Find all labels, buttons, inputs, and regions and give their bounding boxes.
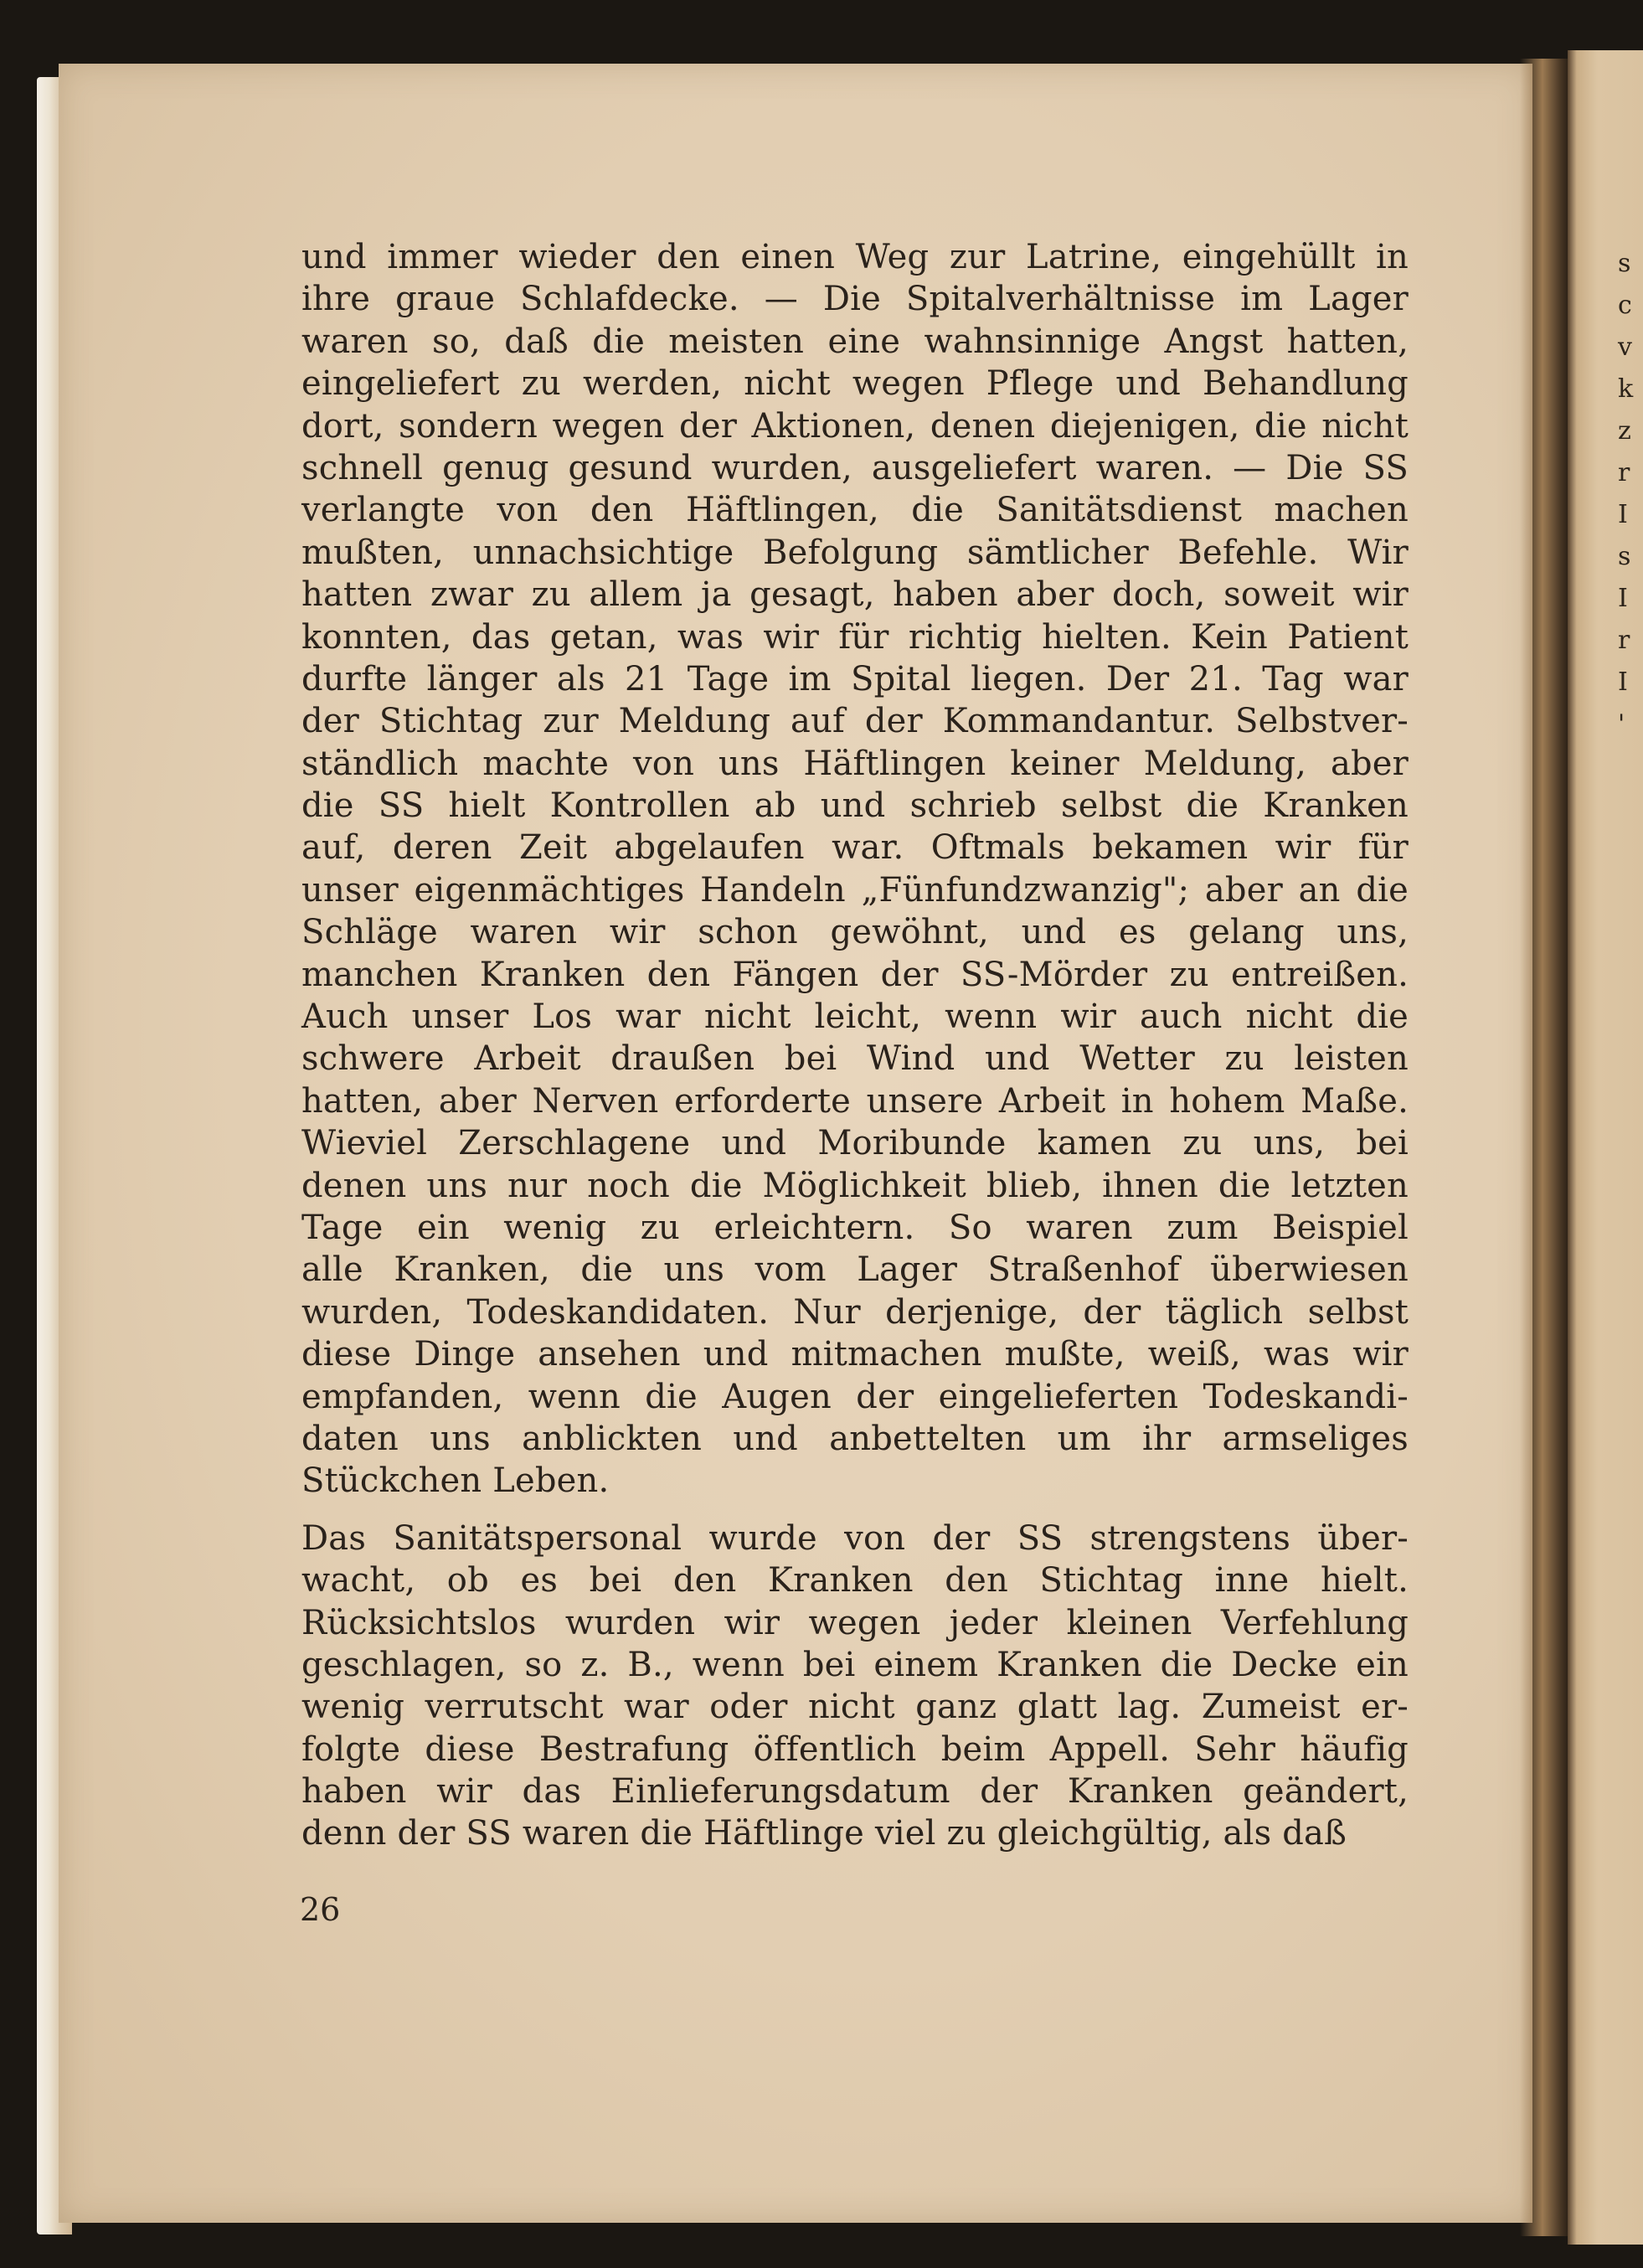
text-line: denen uns nur noch die Möglichkeit blieb, ihnen die letzten [301, 1166, 1409, 1205]
facing-page-glyph: ' [1618, 709, 1625, 739]
text-line: hatten zwar zu allem ja gesagt, haben aber doch, soweit wir [301, 575, 1409, 615]
facing-page-glyph: s [1618, 249, 1631, 278]
facing-page-glyph: I [1618, 584, 1628, 613]
text-line: der Stichtag zur Meldung auf der Kommandantur. Selbstver- [301, 702, 1409, 741]
text-line: verlangte von den Häftlingen, die Sanitätsdienst machen [301, 491, 1409, 530]
text-line: Das Sanitätspersonal wurde von der SS strengstens über- [301, 1518, 1409, 1558]
facing-page-glyph: k [1618, 374, 1634, 404]
text-line: schwere Arbeit draußen bei Wind und Wetter zu leisten [301, 1039, 1409, 1079]
text-line: empfanden, wenn die Augen der eingelieferten Todeskandi- [301, 1377, 1409, 1416]
facing-page-glyph: r [1618, 458, 1630, 487]
page-number: 26 [300, 1891, 341, 1928]
text-line: Wieviel Zerschlagene und Moribunde kamen zu uns, bei [301, 1124, 1409, 1163]
text-line: waren so, daß die meisten eine wahnsinnige Angst hatten, [301, 322, 1409, 361]
body-text [301, 236, 1409, 1855]
text-line: geschlagen, so z. B., wenn bei einem Kranken die Decke ein [301, 1645, 1409, 1684]
paragraph [301, 236, 1409, 1503]
text-line: hatten, aber Nerven erforderte unsere Arbeit in hohem Maße. [301, 1081, 1409, 1121]
facing-page-glyph: I [1618, 500, 1628, 529]
text-line: wenig verrutscht war oder nicht ganz glatt lag. Zumeist er- [301, 1688, 1409, 1727]
text-line: haben wir das Einlieferungsdatum der Kranken geändert, [301, 1772, 1409, 1812]
text-line: die SS hielt Kontrollen ab und schrieb selbst die Kranken [301, 786, 1409, 826]
text-line: konnten, das getan, was wir für richtig hielten. Kein Patient [301, 617, 1409, 657]
text-line: unser eigenmächtiges Handeln „Fünfundzwanzig"; aber an die [301, 870, 1409, 910]
text-line: denn der SS waren die Häftlinge viel zu gleichgültig, als daß [301, 1814, 1347, 1853]
facing-page-glyph: z [1618, 416, 1631, 446]
text-line: dort, sondern wegen der Aktionen, denen diejenigen, die nicht [301, 406, 1409, 446]
text-line: manchen Kranken den Fängen der SS-Mörder zu entreißen. [301, 955, 1409, 994]
facing-page-glyph: s [1618, 542, 1631, 571]
facing-page-glyph: I [1618, 668, 1628, 697]
text-line: ihre graue Schlafdecke. — Die Spitalverhältnisse im Lager [301, 280, 1409, 319]
text-line: wurden, Todeskandidaten. Nur derjenige, der täglich selbst [301, 1292, 1409, 1332]
text-line: daten uns anblickten und anbettelten um ihr armseliges [301, 1419, 1409, 1458]
facing-page-letters [1618, 243, 1635, 745]
facing-page-glyph: c [1618, 291, 1632, 320]
text-line: schnell genug gesund wurden, ausgeliefert waren. — Die SS [301, 448, 1409, 487]
facing-page-glyph: r [1618, 626, 1630, 655]
text-line: durfte länger als 21 Tage im Spital liegen. Der 21. Tag war [301, 659, 1409, 698]
text-line: Stückchen Leben. [301, 1461, 610, 1501]
text-line: alle Kranken, die uns vom Lager Straßenhof überwiesen [301, 1250, 1409, 1290]
text-line: folgte diese Bestrafung öffentlich beim Appell. Sehr häufig [301, 1729, 1409, 1769]
text-line: Auch unser Los war nicht leicht, wenn wir auch nicht die [301, 997, 1409, 1037]
paragraph [301, 1518, 1409, 1855]
text-line: diese Dinge ansehen und mitmachen mußte, weiß, was wir [301, 1335, 1409, 1374]
text-line: Rücksichtslos wurden wir wegen jeder kleinen Verfehlung [301, 1603, 1409, 1642]
text-line: eingeliefert zu werden, nicht wegen Pflege und Behandlung [301, 364, 1409, 404]
text-line: Tage ein wenig zu erleichtern. So waren zum Beispiel [301, 1208, 1409, 1247]
text-line: auf, deren Zeit abgelaufen war. Oftmals bekamen wir für [301, 828, 1409, 868]
facing-page-glyph: v [1618, 332, 1632, 362]
book-gutter-shadow [1520, 59, 1570, 2236]
text-line: Schläge waren wir schon gewöhnt, und es gelang uns, [301, 913, 1409, 952]
text-line: und immer wieder den einen Weg zur Latrine, eingehüllt in [301, 238, 1409, 276]
text-line: ständlich machte von uns Häftlingen keiner Meldung, aber [301, 744, 1409, 783]
text-line: mußten, unnachsichtige Befolgung sämtlicher Befehle. Wir [301, 533, 1409, 572]
text-line: wacht, ob es bei den Kranken den Stichtag inne hielt. [301, 1561, 1409, 1600]
